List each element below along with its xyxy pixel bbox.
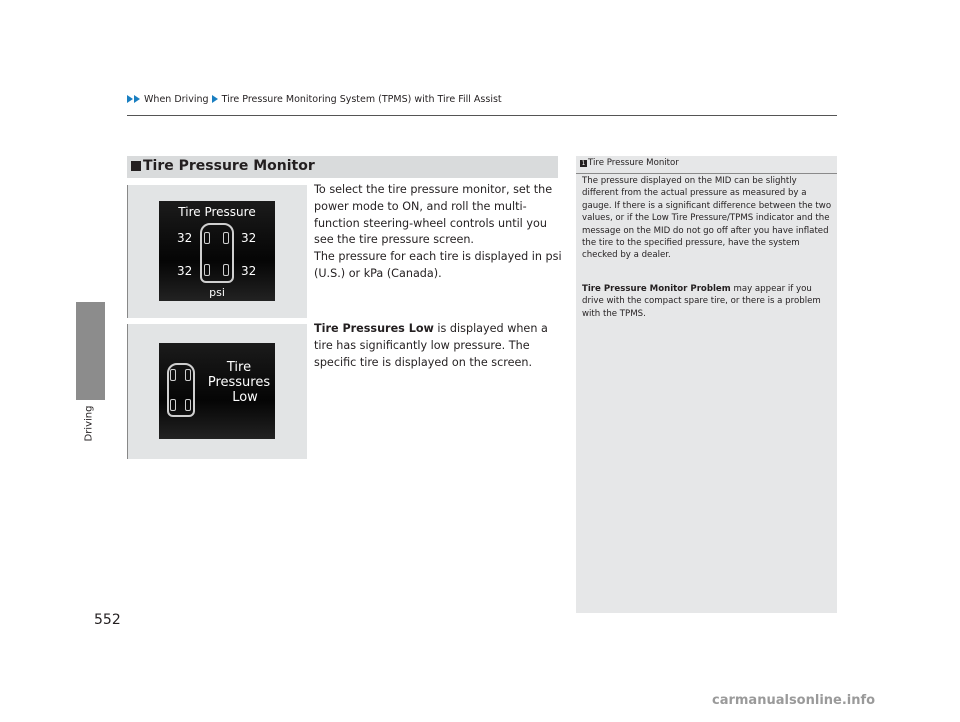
sidebar-paragraph bbox=[582, 283, 834, 320]
section-title: Tire Pressure Monitor bbox=[143, 158, 315, 174]
tire-icon bbox=[204, 264, 210, 276]
body-text-run: is displayed when a tire has significantly low pressure. The specific tire is displayed on the screen. bbox=[314, 322, 548, 369]
body-paragraph bbox=[314, 321, 562, 371]
sidebar-bold-term: Tire Pressure Monitor Problem bbox=[582, 284, 731, 294]
tire-icon bbox=[223, 264, 229, 276]
tire-icon bbox=[170, 399, 176, 411]
sidebar-paragraph: The pressure displayed on the MID can be slightly different from the actual pressure as measured by a gauge. If there is a significant difference between the two values, or if the Low Tire Pressure/TPMS indicator and the message on the MID do not go off after you have inflated the tire to the specified pressure, have the system checked by a dealer. bbox=[582, 176, 832, 261]
watermark: carmanualsonline.info bbox=[712, 693, 876, 708]
tire-icon bbox=[170, 369, 176, 381]
screen-title: Tire Pressure bbox=[178, 205, 256, 219]
sidebar-title: Tire Pressure Monitor bbox=[588, 158, 679, 168]
pressure-front-right: 32 bbox=[241, 231, 257, 245]
pressure-rear-left: 32 bbox=[177, 264, 193, 278]
tire-icon bbox=[223, 232, 229, 244]
low-pressure-message bbox=[207, 360, 271, 405]
sidebar-header bbox=[576, 156, 837, 172]
breadcrumb-item[interactable]: Tire Pressure Monitoring System (TPMS) with Tire Fill Assist bbox=[221, 94, 502, 105]
page-number: 552 bbox=[94, 612, 121, 628]
breadcrumb-arrow-icon bbox=[212, 95, 218, 103]
tire-icon bbox=[185, 399, 191, 411]
note-mark-icon: 1 bbox=[581, 160, 586, 167]
body-paragraph: The pressure for each tire is displayed in psi (U.S.) or kPa (Canada). bbox=[314, 250, 562, 280]
tire-icon bbox=[185, 369, 191, 381]
low-message-line: Tire bbox=[226, 360, 252, 375]
chapter-tab-label: Driving bbox=[83, 405, 95, 442]
tire-pressures-low-screen bbox=[159, 343, 275, 439]
tire-icon bbox=[204, 232, 210, 244]
tire-pressure-screen bbox=[159, 201, 275, 301]
sidebar-note bbox=[576, 156, 837, 613]
breadcrumb-arrow-icon bbox=[134, 95, 140, 103]
header-rule bbox=[127, 115, 837, 116]
body-bold-term: Tire Pressures Low bbox=[314, 322, 434, 335]
breadcrumb-arrow-icon bbox=[127, 95, 133, 103]
sidebar-text-run: may appear if you drive with the compact spare tire, or there is a problem with the TPMS. bbox=[582, 284, 821, 319]
breadcrumb-item[interactable]: When Driving bbox=[144, 94, 209, 105]
section-header bbox=[127, 156, 558, 178]
breadcrumb bbox=[127, 94, 502, 105]
low-message-line: Low bbox=[232, 390, 258, 405]
pressure-rear-right: 32 bbox=[241, 264, 257, 278]
sidebar-rule bbox=[576, 173, 837, 174]
body-paragraph: To select the tire pressure monitor, set the power mode to ON, and roll the multi-function steering-wheel controls until you see the tire pressure screen. bbox=[314, 183, 553, 247]
pressure-front-left: 32 bbox=[177, 231, 193, 245]
pressure-unit: psi bbox=[209, 286, 225, 299]
section-square-icon bbox=[131, 161, 141, 171]
chapter-tab bbox=[76, 302, 105, 400]
low-message-line: Pressures bbox=[207, 375, 271, 390]
